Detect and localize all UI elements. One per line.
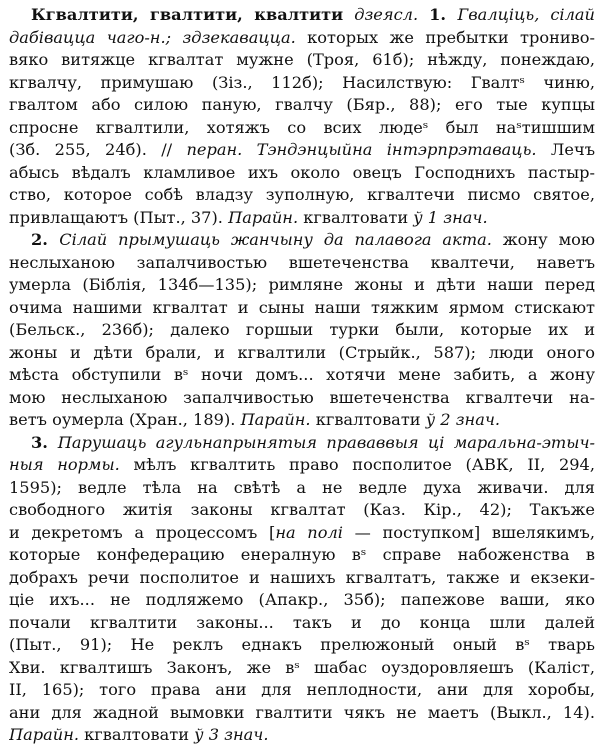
italic-text: ў 1 знач.: [413, 207, 488, 227]
bold-text: 3.: [31, 432, 58, 452]
italic-text: ў 3 знач.: [194, 725, 269, 744]
italic-text: ў 2 знач.: [425, 410, 501, 429]
text-run: неслыханою запалчивостью вшетеченства квалтечи, наветъ: [9, 252, 595, 272]
text-run: которых же пребытки трониво-: [295, 27, 595, 47]
entry-line: [9, 409, 595, 432]
text-run: спросне кгвалтили, хотяжъ со всих людеˢ был наˢтишшим: [9, 117, 595, 137]
italic-text: перан. Тэндэнцыйна інтэрпрэтаваць.: [186, 140, 537, 159]
text-run: кгвалтовати: [79, 725, 195, 744]
entry-line: [9, 94, 595, 117]
text-run: жоны и дѣти брали, и кгвалтили (Стрыйк., 587); люди оного: [9, 342, 595, 362]
entry-line: [9, 207, 595, 230]
bold-text: 1.: [429, 5, 458, 24]
entry-line: [9, 724, 595, 747]
italic-text: Сілай прымушаць жанчыну да палавога акта.: [59, 230, 492, 249]
italic-text: ныя нормы.: [9, 455, 120, 474]
text-run: привлащаютъ (Пыт., 37).: [9, 207, 229, 227]
italic-text: Парайн.: [240, 410, 311, 429]
text-run: кгвалтовати: [298, 207, 414, 227]
italic-text: Парушаць агульнапрынятыя прававвыя ці маральна-этыч-: [57, 432, 595, 452]
entry-line: [9, 364, 595, 387]
italic-text: дзеясл.: [343, 5, 430, 24]
italic-text: дабівацца чаго-н.; здзекавацца.: [9, 27, 296, 47]
entry-line: [9, 432, 595, 455]
entry-line: [9, 567, 595, 590]
text-run: (Зб. 255, 24б). //: [9, 140, 187, 159]
text-run: 1595); ведле тѣла на свѣтѣ а не ведле духа живачи. для: [9, 477, 595, 497]
text-run: вяко витяжце кгвалтат мужне (Троя, 61б); нѣжду, понеждаю,: [9, 50, 595, 69]
text-run: ани для жадной вымовки гвалтити чякъ не маетъ (Выкл., 14).: [9, 702, 595, 722]
text-run: абысь вѣдалъ кламливое ихъ около овецъ Господнихъ пастыр-: [9, 162, 595, 182]
entry-line: [9, 499, 595, 522]
entry-line: [9, 4, 595, 27]
entry-line: [9, 522, 595, 545]
italic-text: Гвалціць, сілай: [457, 5, 595, 24]
entry-line: [9, 589, 595, 612]
text-run: свободного житія законы кгвалтат (Каз. Кір., 42); Такъже: [9, 500, 595, 519]
bold-text: 2.: [31, 230, 60, 249]
text-run: ство, которое собѣ владзу зуполную, кгвалтечи писмо святое,: [9, 185, 595, 204]
entry-line: [9, 319, 595, 342]
dictionary-entry: [9, 4, 595, 747]
entry-line: [9, 72, 595, 95]
entry-line: [9, 49, 595, 72]
text-run: (Бельск., 236б); далеко горшыи турки были, которые их и: [9, 320, 595, 339]
entry-line: [9, 454, 595, 477]
entry-line: [9, 342, 595, 365]
entry-line: [9, 252, 595, 275]
text-run: ціе ихъ... не подляжемо (Апакр., 35б); папежове ваши, яко: [9, 590, 595, 609]
entry-line: [9, 679, 595, 702]
text-run: — поступком] вшелякимъ,: [342, 522, 595, 542]
entry-line: [9, 274, 595, 297]
entry-line: [9, 27, 595, 50]
entry-line: [9, 229, 595, 252]
text-run: жону мою: [491, 230, 595, 249]
text-run: Хви. кгвалтишъ Законъ, же вˢ шабас оуздоровляешъ (Каліст,: [9, 657, 595, 677]
text-run: кгвалтовати: [310, 410, 426, 429]
entry-line: [9, 544, 595, 567]
italic-text: на полі: [275, 522, 343, 542]
text-run: почали кгвалтити законы... такъ и до конца шли далей: [9, 612, 595, 632]
entry-line: [9, 612, 595, 635]
text-run: добрахъ речи посполитое и нашихъ кгвалтатъ, также и екзеки-: [9, 567, 595, 587]
entry-line: [9, 139, 595, 162]
entry-line: [9, 297, 595, 320]
text-run: умерла (Біблія, 134б—135); римляне жоны и дѣти наши перед: [9, 275, 595, 294]
text-run: мою неслыханою запалчивостью вшетеченства кгвалтечи на-: [9, 387, 595, 407]
italic-text: Парайн.: [9, 725, 80, 744]
italic-text: Парайн.: [228, 207, 299, 227]
text-run: (Пыт., 91); Не реклъ еднакъ прелюжоный оный вˢ тварь: [9, 635, 595, 654]
entry-line: [9, 657, 595, 680]
entry-line: [9, 387, 595, 410]
text-run: Лечъ: [536, 140, 595, 159]
bold-text: Кгвалтити, гвалтити, квалтити: [31, 5, 344, 24]
entry-line: [9, 634, 595, 657]
entry-line: [9, 162, 595, 185]
text-run: мѣста обступили вˢ ночи домъ... хотячи мене забить, а жону: [9, 365, 595, 384]
text-run: мѣлъ кгвалтить право посполитое (АВК, II, 294,: [119, 455, 595, 474]
text-run: гвалтом або силою паную, гвалчу (Бяр., 88); его тые купцы: [9, 95, 595, 114]
text-run: и декретомъ а процессомъ [: [9, 522, 276, 542]
entry-line: [9, 702, 595, 725]
entry-line: [9, 117, 595, 140]
text-run: очима нашими кгвалтат и сыны наши тяжким ярмом стискают: [9, 297, 595, 317]
entry-line: [9, 184, 595, 207]
entry-line: [9, 477, 595, 500]
text-run: кгвалчу, примушаю (Зіз., 112б); Насилствую: Гвалтˢ чиню,: [9, 72, 595, 92]
text-run: ветъ оумерла (Хран., 189).: [9, 410, 241, 429]
text-run: которые конфедерацию енералную вˢ справе набоженства в: [9, 545, 595, 564]
text-run: II, 165); того права ани для неплодности, ани для хоробы,: [9, 680, 595, 699]
